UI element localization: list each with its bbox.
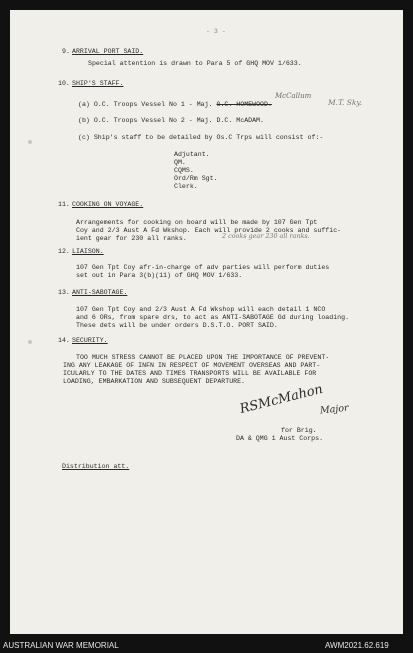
paragraph-line: and 6 ORs, from spare drs, to act as ANTI-SABOTAGE Gd during loading. <box>76 314 350 321</box>
paragraph-line: 107 Gen Tpt Coy afr-in-charge of adv parties will perform duties <box>76 264 330 271</box>
section-9-heading: ARRIVAL PORT SAID. <box>72 48 144 55</box>
staff-item: Adjutant. <box>174 151 210 158</box>
paragraph-line: TOO MUCH STRESS CANNOT BE PLACED UPON THE IMPORTANCE OF PREVENT- <box>76 354 330 361</box>
paragraph-line: LOADING, EMBARKATION AND SUBSEQUENT DEPARTURE. <box>63 378 246 385</box>
staff-item: Clerk. <box>174 183 198 190</box>
paragraph-line: 107 Gen Tpt Coy and 2/3 Aust A Fd Wkshop will each detail 1 NCO <box>76 306 326 313</box>
handwritten-margin-note: M.T. Sky. <box>328 98 363 107</box>
margin-smudge <box>28 140 32 144</box>
distribution-note: Distribution att. <box>62 463 130 470</box>
section-10-line-a <box>78 101 272 110</box>
section-11-heading: COOKING ON VOYAGE. <box>72 201 144 208</box>
staff-item: QM. <box>174 159 186 166</box>
section-10-line-b: (b) O.C. Troops Vessel No 2 - Maj. D.C. McADAM. <box>78 117 264 124</box>
section-12-heading: LIAISON. <box>72 248 104 255</box>
section-13-number: 13. <box>58 289 70 296</box>
handwritten-rank: Major <box>319 402 350 417</box>
staff-item: Ord/Rm Sgt. <box>174 175 218 182</box>
handwritten-signature: RSMcMahon <box>238 381 325 417</box>
section-14-number: 14. <box>58 337 70 344</box>
paragraph-line: ICULARLY TO THE DATES AND TIMES TRANSPORTS WILL BE AVAILABLE FOR <box>63 370 317 377</box>
section-14-heading: SECURITY. <box>72 337 108 344</box>
line-a-struck-name: G.C. HOMEWOOD. <box>216 101 272 108</box>
paragraph-line: set out in Para 3(b)(11) of GHQ MOV 1/633. <box>76 272 243 279</box>
signature-appointment: DA & QMG 1 Aust Corps. <box>236 435 324 442</box>
section-13-heading: ANTI-SABOTAGE. <box>72 289 128 296</box>
paragraph-line: Coy and 2/3 Aust A Fd Wkshop. Each will provide 2 cooks and suffic- <box>76 227 342 234</box>
paragraph-line: ING ANY LEAKAGE OF INFN IN RESPECT OF MOVEMENT OVERSEAS AND PART- <box>63 362 321 369</box>
paragraph-line: Arrangements for cooking on board will be made by 107 Gen Tpt <box>76 219 318 226</box>
section-12-number: 12. <box>58 248 70 255</box>
section-9-body: Special attention is drawn to Para 5 of GHQ MOV 1/633. <box>88 60 302 67</box>
signature-for-brig: for Brig. <box>281 427 317 434</box>
margin-smudge <box>28 340 32 344</box>
footer-institution: AUSTRALIAN WAR MEMORIAL <box>3 641 119 650</box>
document-page <box>10 10 403 634</box>
paragraph-line: These dets will be under orders D.S.T.O. PORT SAID. <box>76 322 278 329</box>
section-10-heading: SHIP'S STAFF. <box>72 80 124 87</box>
section-10-line-c: (c) Ship's staff to be detailed by Os.C Trps will consist of:- <box>78 134 324 141</box>
section-11-number: 11. <box>58 201 70 208</box>
staff-item: CQMS. <box>174 167 194 174</box>
handwritten-insert-name: McCallum <box>275 92 312 100</box>
paragraph-line: ient gear for 230 all ranks. <box>76 235 187 242</box>
footer-accession-number: AWM2021.62.619 <box>325 641 389 650</box>
handwritten-cooking-note: 2 cooks gear 230 all ranks. <box>222 232 310 240</box>
page-number-mark: - 3 - <box>206 28 226 35</box>
line-a-text: (a) O.C. Troops Vessel No 1 - Maj. <box>78 101 213 108</box>
section-10-number: 10. <box>58 80 70 87</box>
section-9-number: 9. <box>62 48 70 55</box>
